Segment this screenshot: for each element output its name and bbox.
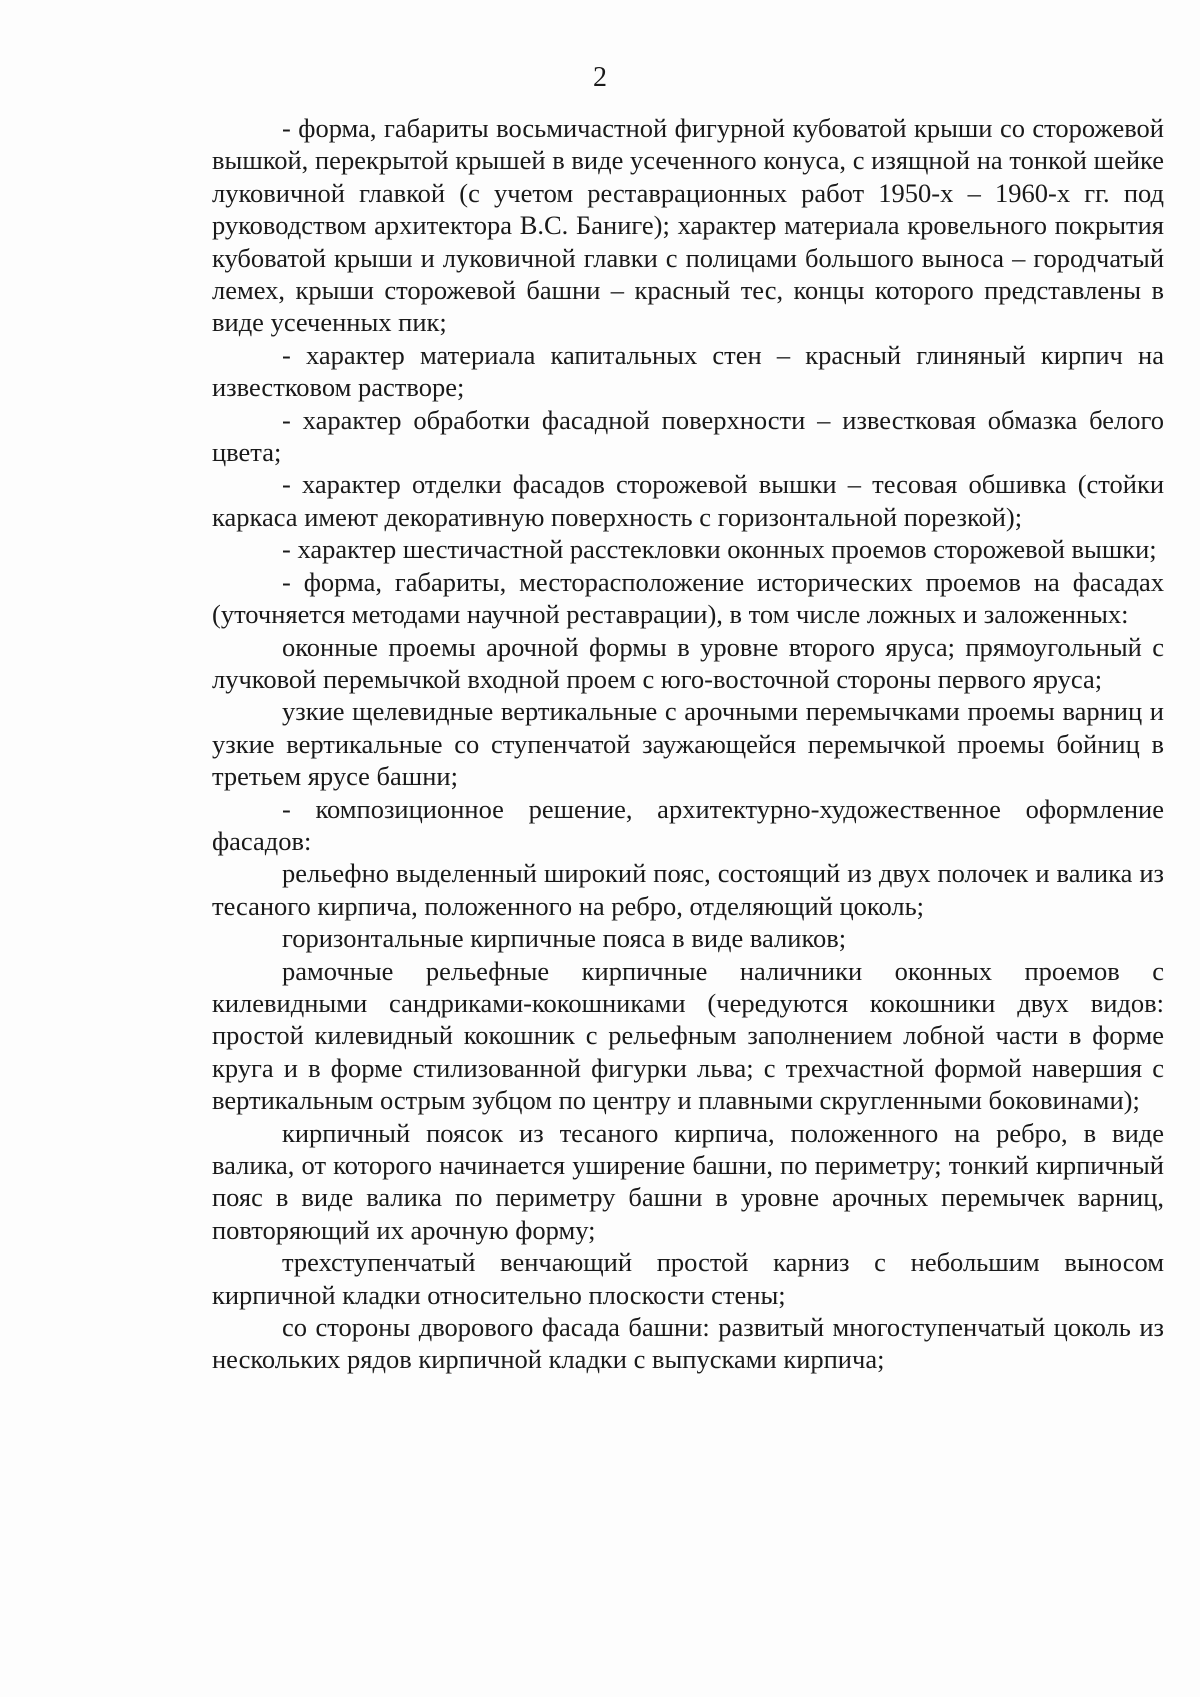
paragraph-brick-belt: кирпичный поясок из тесаного кирпича, положенного на ребро, в виде валика, от которого начинается уширение башни, по периметру; тонкий кирпичный пояс в виде валика по периметру башни в уровне арочных перемычек варниц, повторяющий их арочную форму;	[212, 1117, 1164, 1245]
paragraph-plinth-belt: рельефно выделенный широкий пояс, состоящий из двух полочек и валика из тесаного кирпича, положенного на ребро, отделяющий цоколь;	[212, 858, 1164, 921]
page-number: 2	[593, 62, 607, 93]
paragraph-wall-material: - характер материала капитальных стен – красный глиняный кирпич на известковом растворе;	[212, 339, 1164, 403]
paragraph-window-frames: рамочные рельефные кирпичные наличники оконных проемов с килевидными сандриками-кокошниками (чередуются кокошники двух видов: простой килевидный кокошник с рельефным заполнением лобной части в форме круга и в форме стилизованной фигурки льва; с трехчастной формой навершия с вертикальным острым зубцом по центру и плавными скругленными боковинами);	[212, 955, 1164, 1116]
paragraph-slit-openings: узкие щелевидные вертикальные с арочными перемычками проемы варниц и узкие вертикальные со ступенчатой заужающейся перемычкой проемы бойниц в третьем ярусе башни;	[212, 696, 1164, 792]
paragraph-window-openings: оконные проемы арочной формы в уровне второго яруса; прямоугольный с лучковой перемычкой входной проем с юго-восточной стороны первого яруса;	[212, 631, 1164, 694]
paragraph-roof-form: - форма, габариты восьмичастной фигурной кубоватой крыши со сторожевой вышкой, перекрытой крышей в виде усеченного конуса, с изящной на тонкой шейке луковичной главкой (с учетом реставрационных работ 1950-х – 1960-х гг. под руководством архитектора В.С. Баниге); характер материала кровельного покрытия кубоватой крыши и луковичной главки с полицами большого выноса – городчатый лемех, крыши сторожевой башни – красный тес, концы которого представлены в виде усеченных пик;	[212, 113, 1164, 338]
paragraph-cornice: трехступенчатый венчающий простой карниз с небольшим выносом кирпичной кладки относительно плоскости стены;	[212, 1247, 1164, 1310]
paragraph-composition: - композиционное решение, архитектурно-художественное оформление фасадов:	[212, 793, 1164, 856]
paragraph-watchtower-cladding: - характер отделки фасадов сторожевой вышки – тесовая обшивка (стойки каркаса имеют декоративную поверхность с горизонтальной порезкой);	[212, 469, 1164, 532]
document-body	[212, 112, 1164, 1376]
paragraph-horizontal-belts: горизонтальные кирпичные пояса в виде валиков;	[282, 923, 847, 954]
paragraph-glazing: - характер шестичастной расстекловки оконных проемов сторожевой вышки;	[282, 534, 1157, 565]
paragraph-facade-finish: - характер обработки фасадной поверхности – известковая обмазка белого цвета;	[212, 404, 1164, 468]
paragraph-courtyard-plinth: со стороны дворового фасада башни: развитый многоступенчатый цоколь из нескольких рядов кирпичной кладки с выпусками кирпича;	[212, 1312, 1164, 1375]
paragraph-openings: - форма, габариты, месторасположение исторических проемов на фасадах (уточняется методами научной реставрации), в том числе ложных и заложенных:	[212, 566, 1164, 630]
